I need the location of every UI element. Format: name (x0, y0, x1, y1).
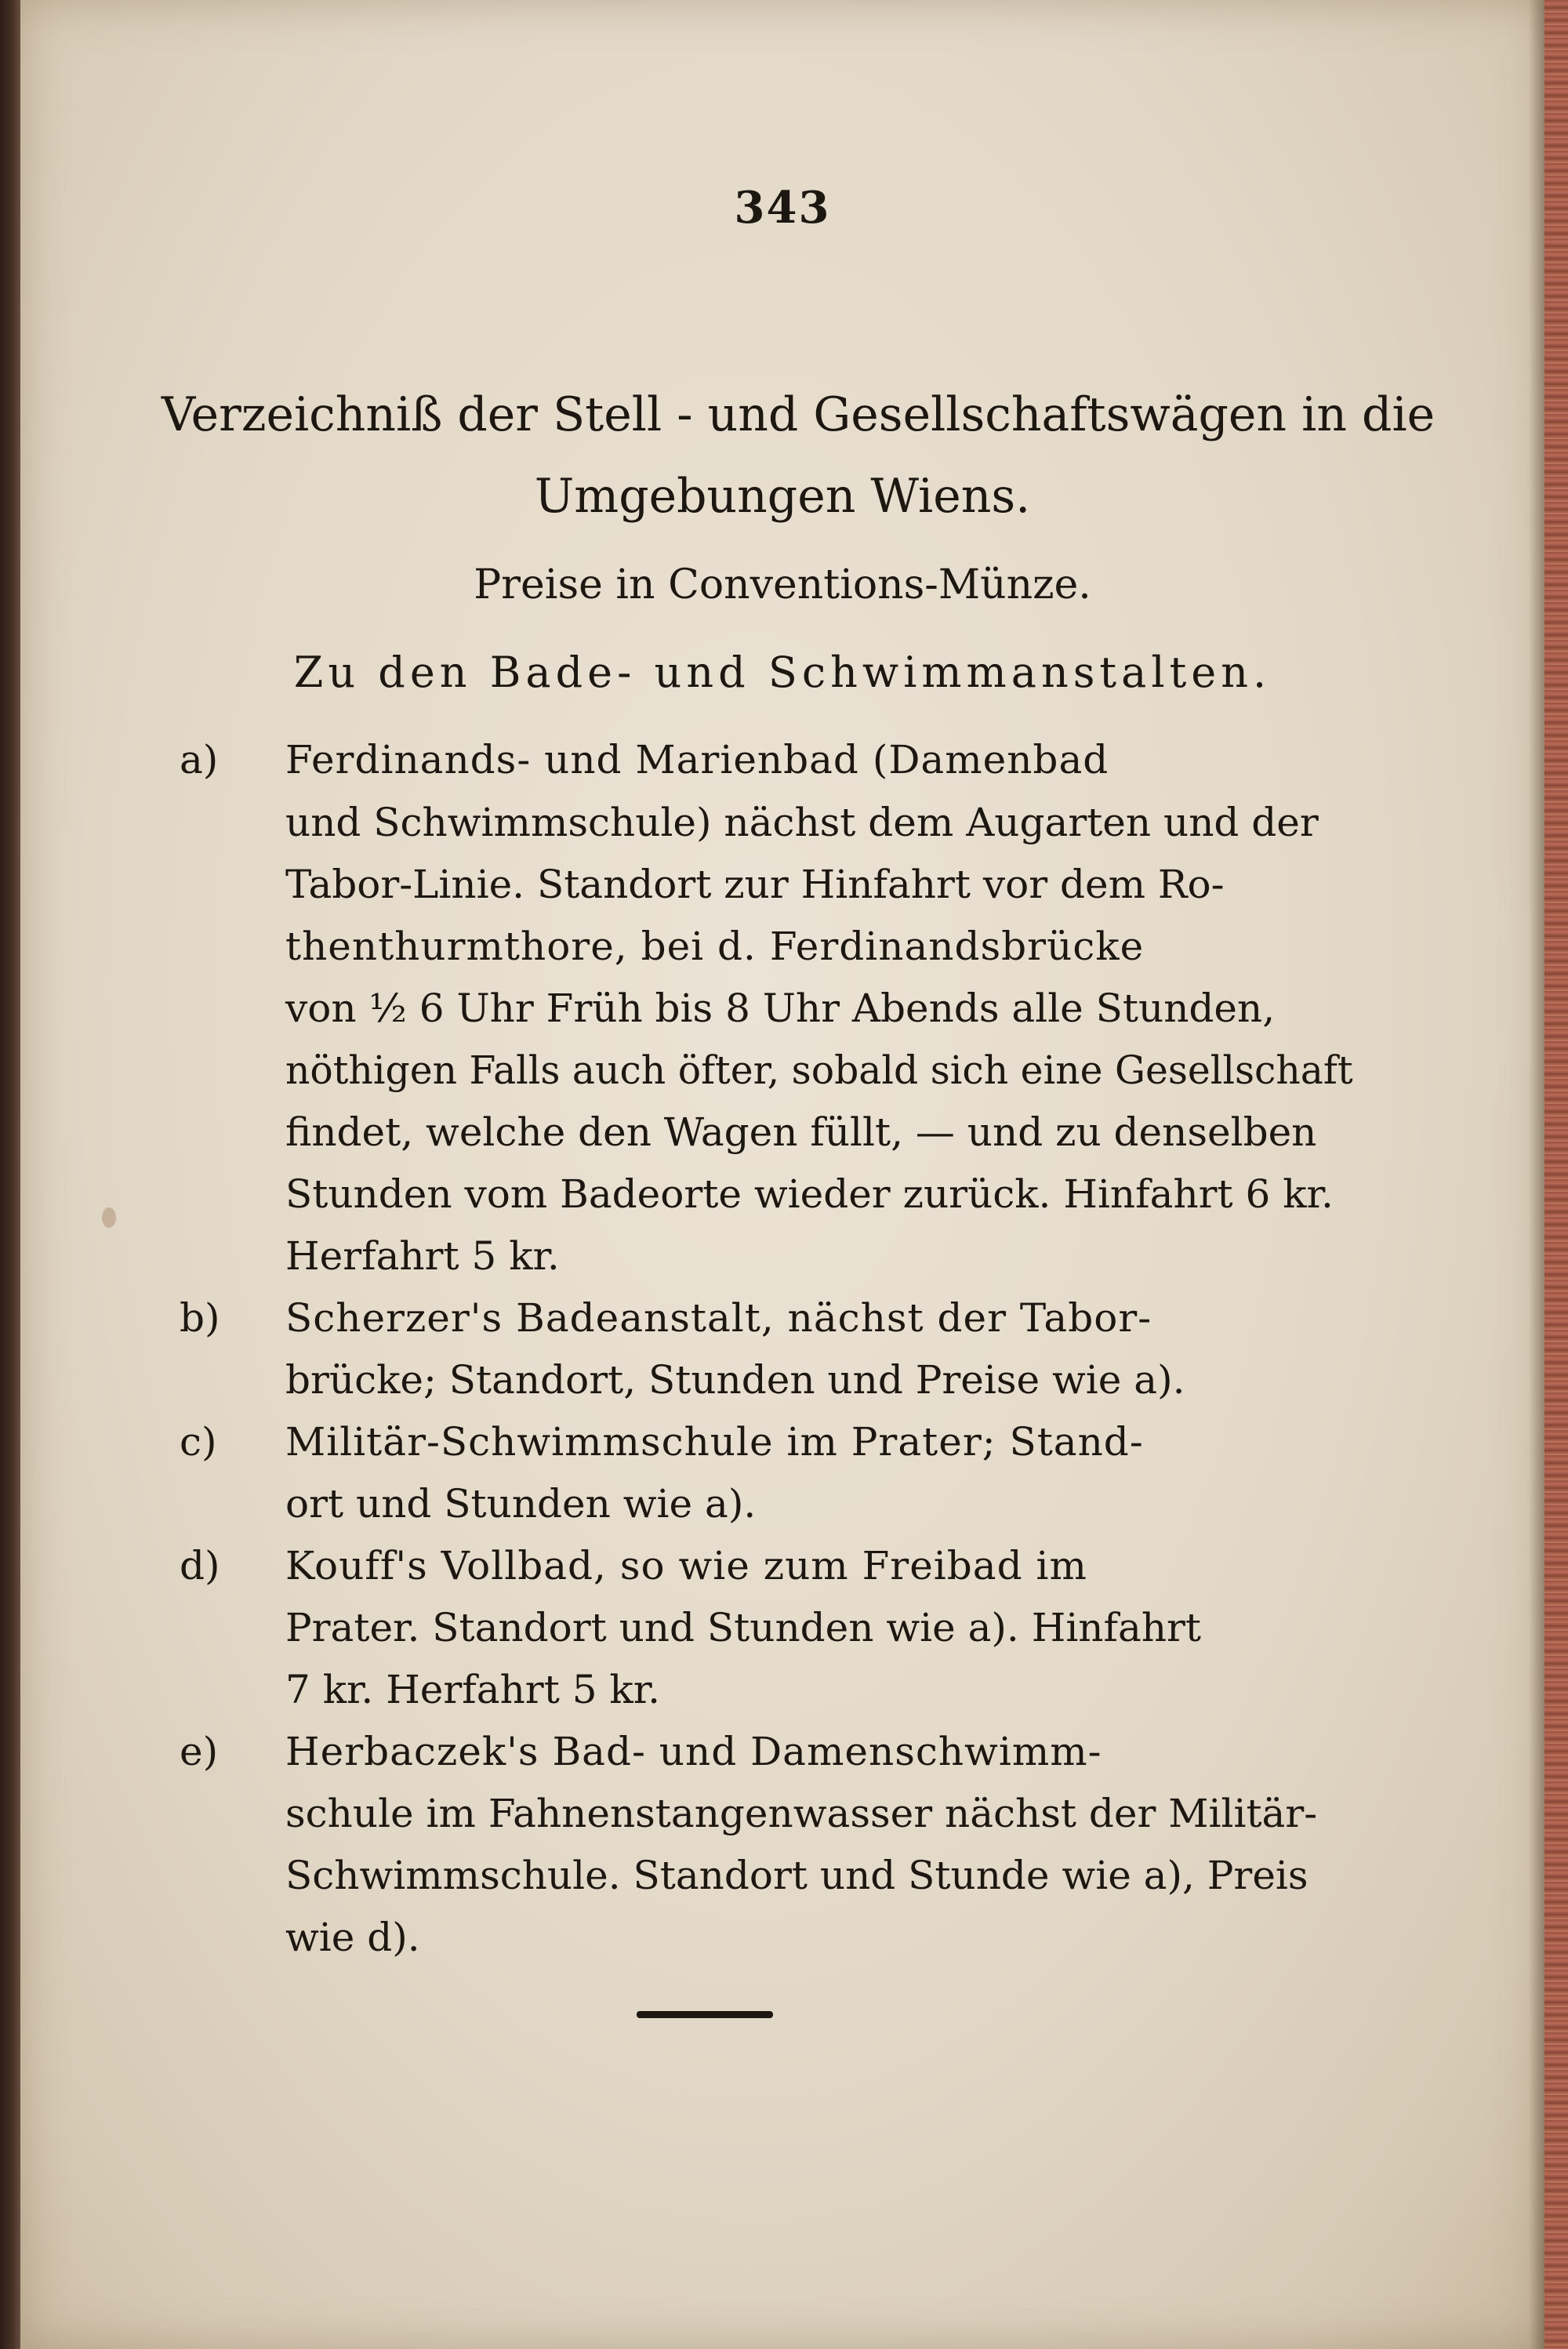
entry-line: ort und Stunden wie a). (285, 1481, 757, 1527)
section-heading: Zu den Bade- und Schwimmanstalten. (293, 648, 1272, 697)
entry-line: Militär-Schwimmschule im Prater; Stand- (285, 1419, 1144, 1465)
entry-line: Schwimmschule. Standort und Stunde wie a), Preis (285, 1853, 1308, 1898)
entry-line: schule im Fahnenstangenwasser nächst der Militär- (285, 1791, 1318, 1836)
page-title-line-2: Umgebungen Wiens. (534, 469, 1031, 524)
entry-label: c) (180, 1419, 217, 1465)
entry-line: 7 kr. Herfahrt 5 kr. (285, 1667, 661, 1712)
entry-line: von ½ 6 Uhr Früh bis 8 Uhr Abends alle Stunden, (285, 986, 1276, 1031)
entry-line: Stunden vom Badeorte wieder zurück. Hinfahrt 6 kr. (285, 1171, 1334, 1217)
entry-label: b) (180, 1295, 220, 1341)
book-page (20, 0, 1544, 2349)
entry-label: d) (180, 1543, 220, 1588)
entry-line: Herfahrt 5 kr. (285, 1233, 560, 1279)
end-rule (637, 2011, 773, 2018)
entry-line: findet, welche den Wagen füllt, — und zu denselben (285, 1109, 1317, 1155)
entry-line: Tabor-Linie. Standort zur Hinfahrt vor dem Ro- (285, 862, 1225, 907)
paper-stain (102, 1207, 116, 1228)
page-number: 343 (734, 182, 831, 234)
entry-line: Kouff's Vollbad, so wie zum Freibad im (285, 1543, 1087, 1588)
entry-line: Scherzer's Badeanstalt, nächst der Tabor- (285, 1295, 1152, 1341)
currency-note: Preise in Conventions-Münze. (474, 561, 1091, 608)
page-title-line-1: Verzeichniß der Stell - und Gesellschaftswägen in die (161, 387, 1436, 442)
entry-label: a) (180, 737, 219, 782)
entry-label: e) (180, 1729, 219, 1774)
entry-line: nöthigen Falls auch öfter, sobald sich eine Gesellschaft (285, 1047, 1353, 1093)
book-fore-edge (1544, 0, 1568, 2349)
entry-line: Herbaczek's Bad- und Damenschwimm- (285, 1729, 1102, 1774)
entry-line: wie d). (285, 1915, 420, 1960)
entry-line: und Schwimmschule) nächst dem Augarten und der (285, 800, 1319, 845)
entry-line: Prater. Standort und Stunden wie a). Hinfahrt (285, 1605, 1202, 1650)
book-binding (0, 0, 22, 2349)
entry-line: thenthurmthore, bei d. Ferdinandsbrücke (285, 924, 1145, 969)
entry-line: brücke; Standort, Stunden und Preise wie a). (285, 1357, 1185, 1403)
entry-line: Ferdinands- und Marienbad (Damenbad (285, 737, 1109, 782)
